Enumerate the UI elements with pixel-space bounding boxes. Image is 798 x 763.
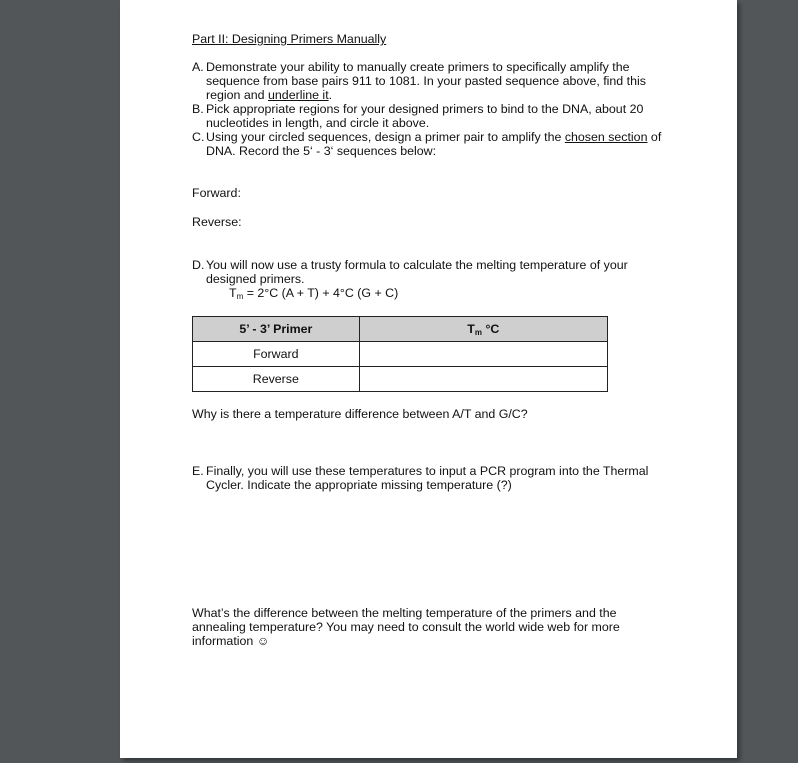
instruction-c	[192, 130, 672, 158]
instruction-a	[192, 60, 672, 103]
instruction-c-text: Using your circled sequences, design a primer pair to amplify the chosen section of DNA. Record the 5‘ - 3‘ sequences below:	[206, 130, 662, 159]
instruction-d	[192, 258, 672, 286]
underline-it-text: underline it	[268, 88, 329, 103]
document-page	[120, 0, 737, 758]
forward-label: Forward:	[192, 186, 241, 200]
instruction-a-marker: A.	[192, 60, 204, 74]
instruction-d-marker: D.	[192, 258, 205, 272]
table-row	[193, 367, 608, 392]
melting-temp-formula: $T_m = 2^\circ C$ (A + T) + 4°C (G + C)	[229, 286, 399, 301]
table-header-row	[193, 317, 608, 342]
section-heading: Part II: Designing Primers Manually	[192, 32, 387, 46]
table-cell-forward-label: Forward	[193, 342, 360, 367]
chosen-section-text: chosen section	[564, 130, 648, 144]
instruction-e-marker: E.	[192, 464, 204, 478]
tm-column-header: $T_m$ °C	[359, 317, 607, 342]
table-cell-forward-tm[interactable]	[359, 342, 607, 367]
question-at-gc: Why is there a temperature difference between A/T and G/C?	[192, 407, 528, 421]
instruction-e	[192, 464, 672, 492]
instruction-a-text: Demonstrate your ability to manually create primers to specifically amplify the sequence from base pairs 911 to 1081. In your pasted sequence above, find this region and underline it.	[206, 60, 646, 103]
table-cell-reverse-tm[interactable]	[359, 367, 607, 392]
instruction-b-marker: B.	[192, 102, 204, 116]
instruction-b	[192, 102, 672, 130]
question-annealing	[192, 606, 672, 649]
table-cell-reverse-label: Reverse	[193, 367, 360, 392]
instruction-d-text: You will now use a trusty formula to calculate the melting temperature of your designed primers.	[206, 258, 628, 287]
instruction-c-marker: C.	[192, 130, 205, 144]
instruction-b-text: Pick appropriate regions for your designed primers to bind to the DNA, about 20 nucleotides in length, and circle it above.	[206, 102, 644, 131]
question-annealing-text: What’s the difference between the melting temperature of the primers and the annealing temperature? You may need to consult the world wide web for more information ☺	[192, 606, 620, 649]
reverse-label: Reverse:	[192, 215, 242, 229]
instruction-e-text: Finally, you will use these temperatures to input a PCR program into the Thermal Cycler. Indicate the appropriate missing temperature (?)	[206, 464, 649, 493]
primer-column-header: 5’ - 3’ Primer	[193, 317, 360, 342]
melting-temp-table	[192, 316, 608, 392]
table-row	[193, 342, 608, 367]
